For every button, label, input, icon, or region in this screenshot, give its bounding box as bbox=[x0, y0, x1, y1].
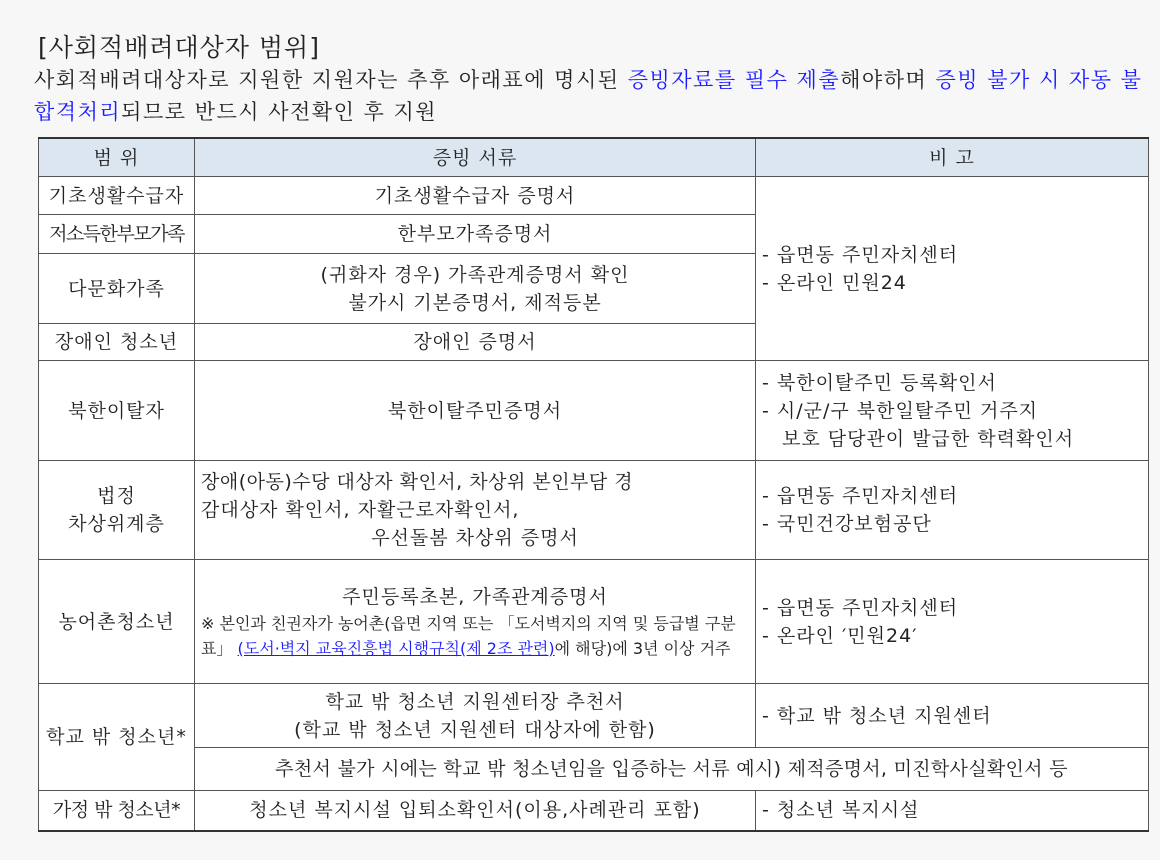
note-line: - 읍면동 주민자치센터 bbox=[762, 596, 959, 619]
scope-cell: 장애인 청소년 bbox=[39, 324, 195, 361]
detail-text: ※ 본인과 친권자가 농어촌(읍면 지역 또는 「도서벽지의 지역 및 등급별 구분표」 bbox=[201, 613, 736, 658]
header-docs: 증빙 서류 bbox=[195, 138, 756, 177]
extra-docs-cell: 추천서 불가 시에는 학교 밖 청소년임을 입증하는 서류 예시) 제적증명서, 미진학사실확인서 등 bbox=[195, 748, 1149, 791]
note-line: - 북한이탈주민 등록확인서 bbox=[762, 371, 997, 394]
note-cell bbox=[756, 361, 1149, 461]
eligibility-table bbox=[38, 137, 1149, 832]
docs-line: 우선돌봄 차상위 증명서 bbox=[371, 527, 579, 549]
docs-line: 장애(아동)수당 대상자 확인서, 차상위 본인부담 경 bbox=[201, 471, 634, 493]
header-row bbox=[39, 138, 1149, 177]
scope-cell: 저소득한부모가족 bbox=[39, 215, 195, 254]
intro-highlight: 증빙자료를 필수 제출 bbox=[627, 68, 841, 92]
note-line: - 읍면동 주민자치센터 bbox=[762, 243, 959, 266]
scope-cell: 기초생활수급자 bbox=[39, 177, 195, 215]
intro-part: 되므로 반드시 사전확인 후 지원 bbox=[121, 100, 438, 124]
docs-cell bbox=[195, 684, 756, 748]
docs-cell: 한부모가족증명서 bbox=[195, 215, 756, 254]
docs-line: 감대상자 확인서, 자활근로자확인서, bbox=[201, 499, 520, 521]
scope-cell: 가정 밖 청소년* bbox=[39, 791, 195, 831]
docs-line: 불가시 기본증명서, 제적등본 bbox=[348, 291, 602, 314]
docs-cell bbox=[195, 560, 756, 684]
intro-highlight: 증빙 불가 시 자동 불합격처리 bbox=[34, 68, 1143, 124]
docs-line: (학교 밖 청소년 지원센터 대상자에 한함) bbox=[294, 718, 656, 741]
page-title: [사회적배려대상자 범위] bbox=[38, 33, 320, 62]
note-line: 보호 담당관이 발급한 학력확인서 bbox=[782, 427, 1075, 450]
table-row bbox=[39, 177, 1149, 215]
note-line: - 온라인 민원24 bbox=[762, 271, 907, 294]
detail-text: 에 해당)에 3년 이상 거주 bbox=[554, 638, 731, 658]
docs-cell: 북한이탈주민증명서 bbox=[195, 361, 756, 461]
table-row bbox=[39, 791, 1149, 831]
note-cell: - 청소년 복지시설 bbox=[756, 791, 1149, 831]
header-scope: 범 위 bbox=[39, 138, 195, 177]
docs-cell: 청소년 복지시설 입퇴소확인서(이용,사례관리 포함) bbox=[195, 791, 756, 831]
docs-cell bbox=[195, 254, 756, 324]
docs-line: 학교 밖 청소년 지원센터장 추천서 bbox=[325, 690, 625, 713]
intro-part: 해야하며 bbox=[840, 68, 936, 92]
intro-part: 사회적배려대상자로 지원한 지원자는 추후 아래표에 명시된 bbox=[34, 68, 628, 92]
table-row bbox=[39, 560, 1149, 684]
note-line: - 읍면동 주민자치센터 bbox=[762, 485, 959, 507]
note-cell bbox=[756, 177, 1149, 361]
docs-cell: 기초생활수급자 증명서 bbox=[195, 177, 756, 215]
table-row bbox=[39, 361, 1149, 461]
scope-line: 차상위계층 bbox=[68, 513, 165, 535]
scope-line: 법정 bbox=[97, 485, 136, 507]
scope-cell bbox=[39, 461, 195, 560]
intro-text bbox=[34, 64, 1144, 128]
note-cell bbox=[756, 560, 1149, 684]
note-line: - 시/군/구 북한일탈주민 거주지 bbox=[762, 399, 1039, 422]
docs-line: (귀화자 경우) 가족관계증명서 확인 bbox=[320, 263, 630, 286]
scope-cell: 학교 밖 청소년* bbox=[39, 684, 195, 791]
scope-cell: 북한이탈자 bbox=[39, 361, 195, 461]
note-line: - 국민건강보험공단 bbox=[762, 513, 932, 535]
note-cell: - 학교 밖 청소년 지원센터 bbox=[756, 684, 1149, 748]
table-row bbox=[39, 684, 1149, 748]
table-row bbox=[39, 461, 1149, 560]
regulation-link[interactable]: (도서·벽지 교육진흥법 시행규칙(제 2조 관련) bbox=[237, 638, 555, 658]
table-row bbox=[39, 748, 1149, 791]
note-cell bbox=[756, 461, 1149, 560]
scope-cell: 다문화가족 bbox=[39, 254, 195, 324]
docs-line: 주민등록초본, 가족관계증명서 bbox=[342, 585, 608, 608]
docs-cell: 장애인 증명서 bbox=[195, 324, 756, 361]
note-line: - 온라인 ′민원24′ bbox=[762, 624, 918, 647]
header-note: 비 고 bbox=[756, 138, 1149, 177]
scope-cell: 농어촌청소년 bbox=[39, 560, 195, 684]
docs-cell bbox=[195, 461, 756, 560]
docs-detail bbox=[201, 611, 749, 661]
